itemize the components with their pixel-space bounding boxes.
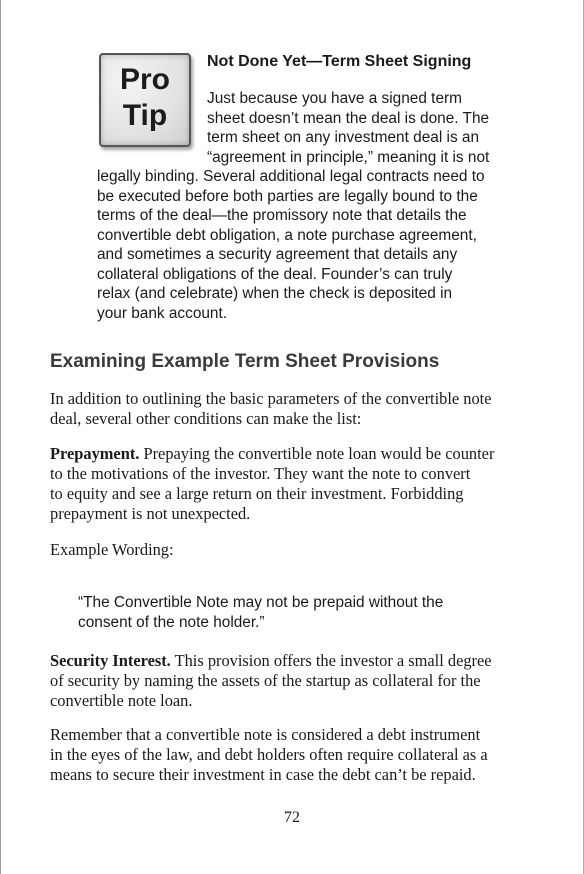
pro-tip-title: Not Done Yet—Term Sheet Signing [207,53,472,70]
pro-tip-line: relax (and celebrate) when the check is deposited in [97,285,453,302]
closing-line: Remember that a convertible note is considered a debt instrument [50,725,481,744]
prepayment-line: prepayment is not unexpected. [50,504,251,523]
badge-word-pro: Pro [119,63,170,96]
closing-line: in the eyes of the law, and debt holders often require collateral as a [50,745,488,764]
prepayment-line: to the motivations of the investor. They want the note to convert [50,464,471,483]
example-wording-label: Example Wording: [50,540,174,559]
pro-tip-line: Just because you have a signed term [207,90,462,107]
security-interest-term: Security Interest. [50,651,171,670]
intro-line: In addition to outlining the basic parameters of the convertible note [50,389,492,408]
pro-tip-line: terms of the deal—the promissory note that details the [97,207,467,224]
quote-line: consent of the note holder.” [78,614,265,631]
pro-tip-badge [99,53,191,147]
quote-line: “The Convertible Note may not be prepaid without the [78,594,444,611]
closing-line: means to secure their investment in case the debt can’t be repaid. [50,765,476,784]
pro-tip-line: convertible debt obligation, a note purchase agreement, [97,226,477,244]
page-number: 72 [284,809,300,826]
pro-tip-line: sheet doesn’t mean the deal is done. The [207,109,490,127]
security-line: convertible note loan. [50,691,193,710]
pro-tip-line: legally binding. Several additional legal contracts need to [97,168,485,185]
prepayment-term: Prepayment. [50,444,140,463]
prepayment-first-line-text: Prepaying the convertible note loan would be counter [139,444,495,463]
security-line: of security by naming the assets of the startup as collateral for the [50,671,481,690]
prepayment-first-line [50,444,494,464]
intro-line: deal, several other conditions can make the list: [50,409,362,428]
page-left-edge [0,0,1,874]
prepayment-line: to equity and see a large return on their investment. Forbidding [50,484,464,503]
pro-tip-line: your bank account. [97,304,228,322]
pro-tip-line: collateral obligations of the deal. Founder’s can truly [97,265,453,283]
pro-tip-line: term sheet on any investment deal is an [207,129,480,146]
security-first-line-text: This provision offers the investor a small degree [170,651,492,670]
section-heading: Examining Example Term Sheet Provisions [50,351,440,372]
security-first-line [50,651,492,671]
pro-tip-line: and sometimes a security agreement that details any [97,246,458,263]
badge-word-tip: Tip [122,99,168,132]
pro-tip-line: “agreement in principle,” meaning it is not [207,148,490,166]
pro-tip-line: be executed before both parties are legally bound to the [97,187,478,205]
